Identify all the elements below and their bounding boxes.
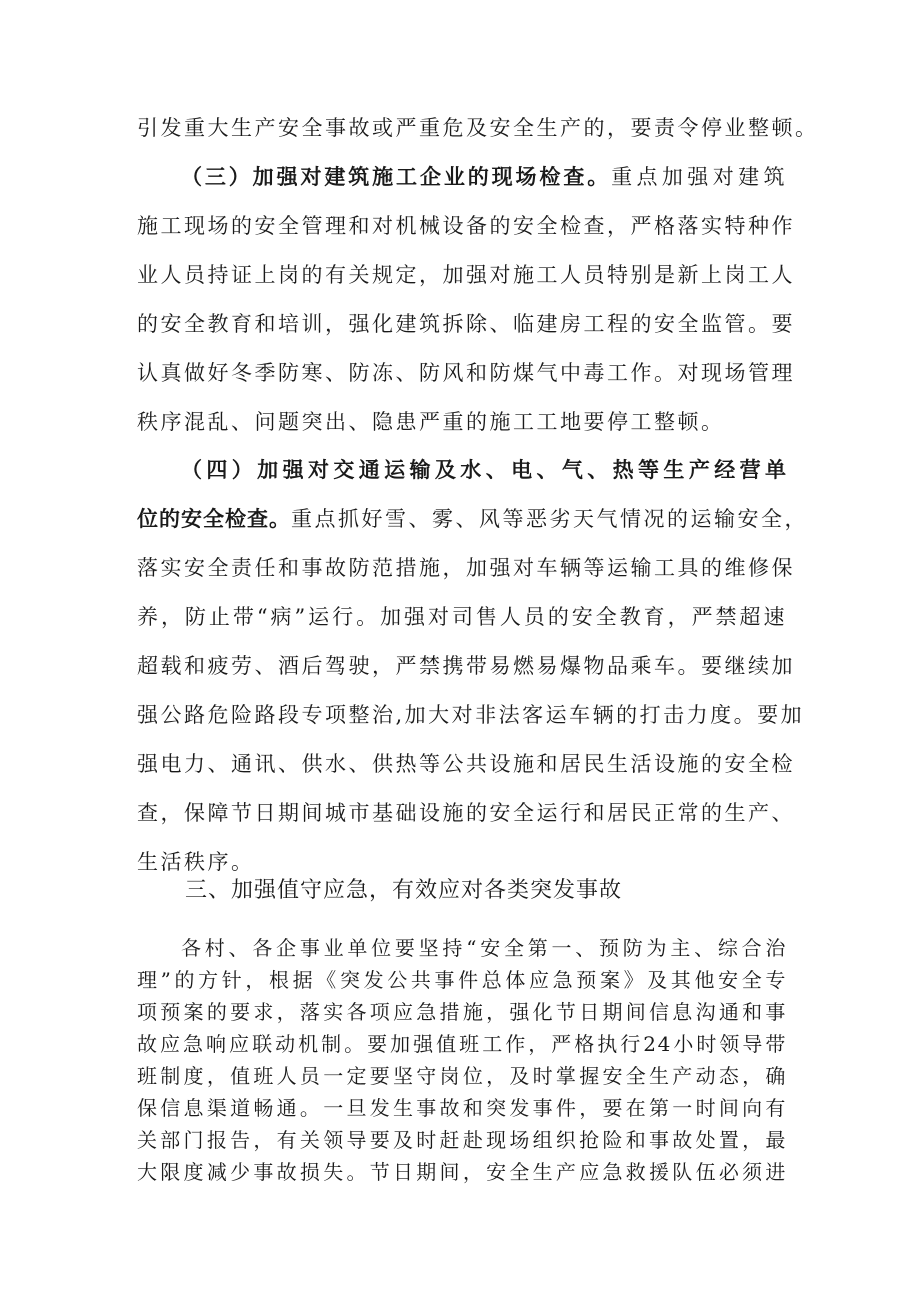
text-fragment: 重点加强对建筑 (611, 165, 787, 189)
text-line: 项预案的要求，落实各项应急措施，强化节日期间信息沟通和事 (137, 1000, 787, 1024)
text-line: 各村、各企事业单位要坚持“安全第一、预防为主、综合治 (181, 936, 787, 960)
text-line: 施工现场的安全管理和对机械设备的安全检查，严格落实特种作 (137, 214, 795, 238)
section-4-title: （四）加强对交通运输及水、电、气、热等生产经营单 (181, 458, 787, 482)
text-line: 生活秩序。 (137, 850, 255, 874)
text-line: 业人员持证上岗的有关规定，加强对施工人员特别是新上岗工人 (137, 263, 795, 287)
text-line: 超载和疲劳、酒后驾驶，严禁携带易燃易爆物品乘车。要继续加 (137, 654, 795, 678)
text-line: 强公路危险路段专项整治,加大对非法客运车辆的打击力度。要加 (137, 703, 805, 727)
text-line: 保信息渠道畅通。一旦发生事故和突发事件，要在第一时间向有 (137, 1096, 787, 1120)
text-line: 大限度减少事故损失。节日期间，安全生产应急救援队伍必须进 (137, 1160, 787, 1184)
section-4-title-end: 位的安全检查。 (137, 507, 291, 531)
text-line: 引发重大生产安全事故或严重危及安全生产的，要责令停业整顿。 (137, 116, 819, 140)
text-line: 认真做好冬季防寒、防冻、防风和防煤气中毒工作。对现场管理 (137, 361, 795, 385)
section-3-title: （三）加强对建筑施工企业的现场检查。 (181, 165, 612, 189)
part-3-paragraph (137, 932, 787, 1188)
section-3-paragraph (137, 153, 795, 447)
text-line: 班制度，值班人员一定要坚守岗位，及时掌握安全生产动态，确 (137, 1064, 787, 1088)
text-line: 故应急响应联动机制。要加强值班工作，严格执行24小时领导带 (137, 1032, 787, 1056)
section-4-paragraph (137, 446, 808, 887)
text-fragment: 重点抓好雪、雾、风等恶劣天气情况的运输安全， (291, 507, 808, 531)
text-line (137, 495, 808, 544)
part-3-heading: 三、加强值守应急，有效应对各类突发事故 (185, 878, 623, 903)
intro-paragraph (137, 104, 819, 153)
text-line: 理”的方针，根据《突发公共事件总体应急预案》及其他安全专 (137, 968, 787, 992)
text-line: 秩序混乱、问题突出、隐患严重的施工工地要停工整顿。 (137, 410, 725, 434)
text-line: 落实安全责任和事故防范措施，加强对车辆等运输工具的维修保 (137, 556, 795, 580)
text-line: 强电力、通讯、供水、供热等公共设施和居民生活设施的安全检 (137, 752, 795, 776)
text-line: 养，防止带“病”运行。加强对司售人员的安全教育，严禁超速 (137, 605, 787, 629)
text-line: 关部门报告，有关领导要及时赶赴现场组织抢险和事故处置，最 (137, 1128, 787, 1152)
text-line (137, 153, 787, 202)
text-line: 的安全教育和培训，强化建筑拆除、临建房工程的安全监管。要 (137, 312, 795, 336)
text-line: 查，保障节日期间城市基础设施的安全运行和居民正常的生产、 (137, 801, 795, 825)
